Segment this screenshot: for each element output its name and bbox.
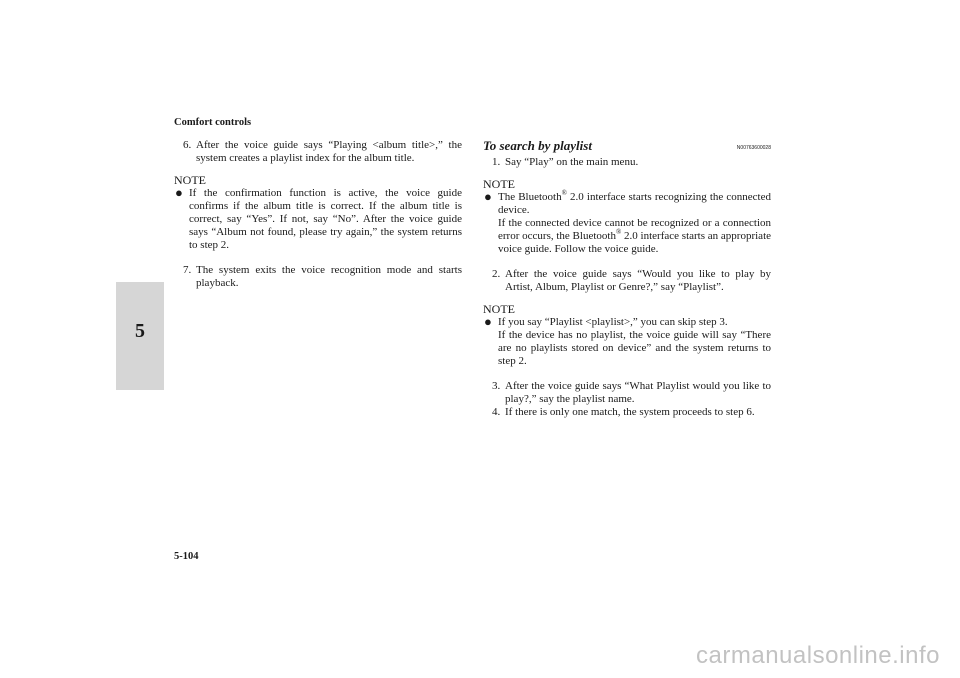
step-7 [174,264,462,290]
bullet-icon: ● [484,314,492,329]
section-header: Comfort controls [174,117,252,128]
note-item [174,187,462,252]
step-number: 3. [492,380,501,392]
step-text: After the voice guide says “Would you like to play by Artist, Album, Playlist or Genre?,” say “Playlist”. [505,268,771,293]
step-1 [483,156,771,169]
note-text: The Bluetooth® 2.0 interface starts recognizing the connected device. [498,189,771,216]
section-code: N00763600028 [736,145,771,151]
note-text: If the confirmation function is active, the voice guide confirms if the album title is correct. If the album title is correct, say “Yes”. If not, say “No”. After the voice guide says “Album not found, please try again,” the system returns to step 2. [189,187,462,251]
step-2 [483,268,771,294]
step-number: 2. [492,268,501,280]
step-number: 7. [183,264,192,276]
bullet-icon: ● [175,185,183,200]
step-text: If there is only one match, the system proceeds to step 6. [505,406,755,418]
left-column [174,139,462,290]
step-3 [483,380,771,406]
note-text: If the connected device cannot be recognized or a connection error occurs, the Bluetooth® 2.0 interface starts an appropriate voice guide. Follow the voice guide. [498,217,772,255]
section-title [483,139,771,152]
step-number: 6. [183,139,192,151]
step-6 [174,139,462,165]
watermark: carmanualsonline.info [696,642,940,669]
registered-mark: ® [615,228,622,236]
right-column [483,139,771,419]
step-number: 1. [492,156,501,168]
note-item [483,191,771,256]
step-text: After the voice guide says “Playing <album title>,” the system creates a playlist index for the album title. [196,139,462,164]
step-text: The system exits the voice recognition mode and starts playback. [196,264,462,289]
section-title-text: To search by playlist [483,138,592,153]
bullet-icon: ● [484,189,492,204]
note-label: NOTE [483,302,515,316]
chapter-number: 5 [135,320,145,342]
note-text: If you say “Playlist <playlist>,” you can skip step 3. [498,316,728,328]
note-item [483,316,771,368]
page-number: 5-104 [174,551,199,562]
note-label: NOTE [174,173,206,187]
step-text: Say “Play” on the main menu. [505,156,639,168]
step-4 [483,406,771,419]
note-label: NOTE [483,177,515,191]
registered-mark: ® [561,189,567,197]
step-text: After the voice guide says “What Playlist would you like to play?,” say the playlist name. [505,380,771,405]
step-number: 4. [492,406,501,418]
note-text: If the device has no playlist, the voice guide will say “There are no playlists stored on device” and the system returns to step 2. [498,329,771,367]
